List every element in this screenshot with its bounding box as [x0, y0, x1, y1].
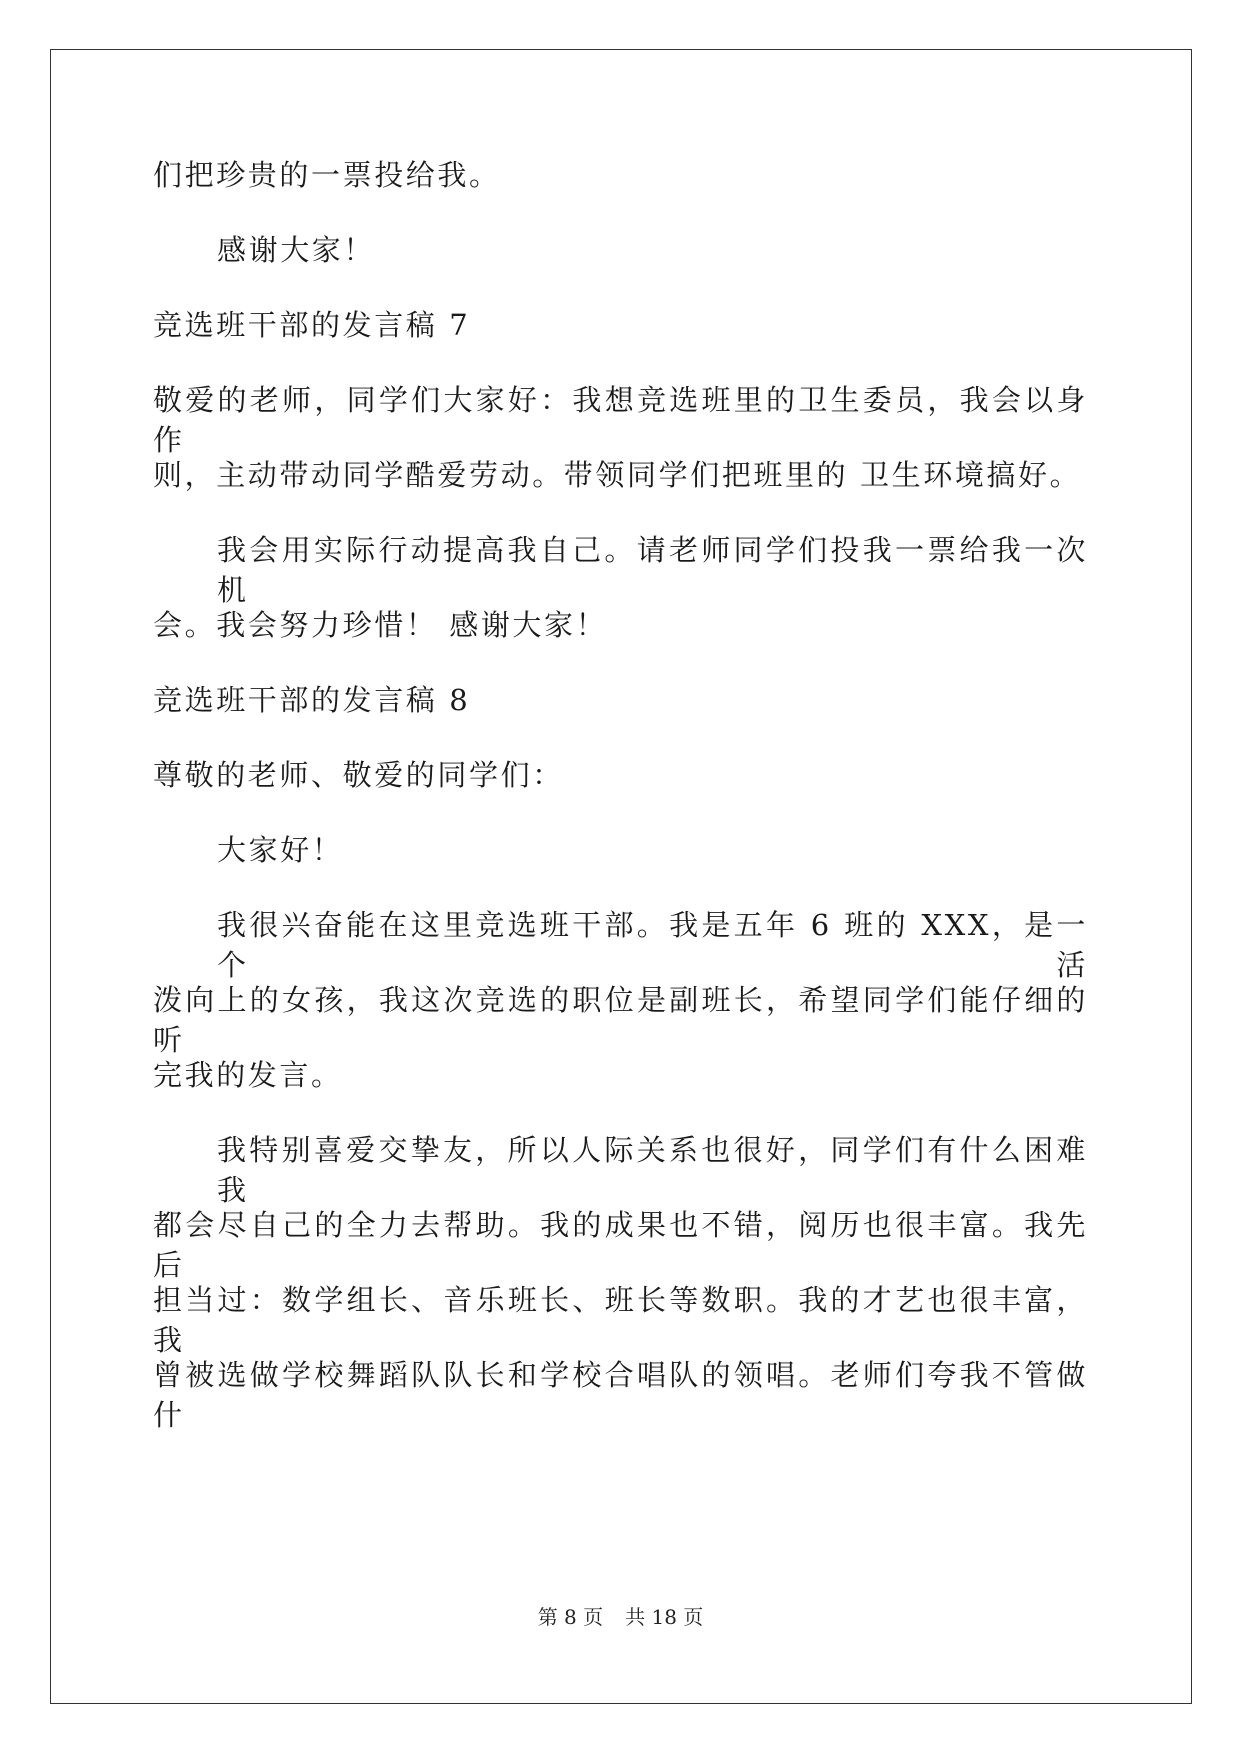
paragraph-line: 们把珍贵的一票投给我。 [153, 158, 501, 192]
page-footer [0, 1603, 1241, 1631]
paragraph-line: 感谢大家！ [217, 233, 376, 267]
paragraph-line: 我特别喜爱交挚友，所以人际关系也很好，同学们有什么困难我 [217, 1133, 1088, 1207]
paragraph-line: 我很兴奋能在这里竞选班干部。我是五年 6 班的 XXX，是一个活 [217, 908, 1088, 982]
paragraph-line: 完我的发言。 [153, 1058, 343, 1092]
paragraph-line: 会。我会努力珍惜！ 感谢大家！ [153, 608, 608, 642]
paragraph-line: 都会尽自己的全力去帮助。我的成果也不错，阅历也很丰富。我先后 [153, 1208, 1088, 1282]
paragraph-line: 大家好！ [217, 833, 344, 867]
page-border [50, 49, 1192, 1704]
section-heading: 竞选班干部的发言稿 8 [153, 683, 471, 717]
paragraph-line: 敬爱的老师，同学们大家好：我想竞选班里的卫生委员，我会以身作 [153, 383, 1088, 457]
paragraph-line: 担当过：数学组长、音乐班长、班长等数职。我的才艺也很丰富，我 [153, 1283, 1088, 1357]
paragraph-line: 则，主动带动同学酷爱劳动。带领同学们把班里的 卫生环境搞好。 [153, 458, 1082, 492]
paragraph-line: 泼向上的女孩，我这次竞选的职位是副班长，希望同学们能仔细的听 [153, 983, 1088, 1057]
page-total: 共 18 页 [625, 1605, 704, 1629]
section-heading: 竞选班干部的发言稿 7 [153, 308, 471, 342]
paragraph-line: 尊敬的老师、敬爱的同学们： [153, 758, 564, 792]
paragraph-line: 曾被选做学校舞蹈队队长和学校合唱队的领唱。老师们夸我不管做什 [153, 1358, 1088, 1432]
paragraph-line: 我会用实际行动提高我自己。请老师同学们投我一票给我一次机 [217, 533, 1088, 607]
page-number: 第 8 页 [537, 1605, 604, 1629]
